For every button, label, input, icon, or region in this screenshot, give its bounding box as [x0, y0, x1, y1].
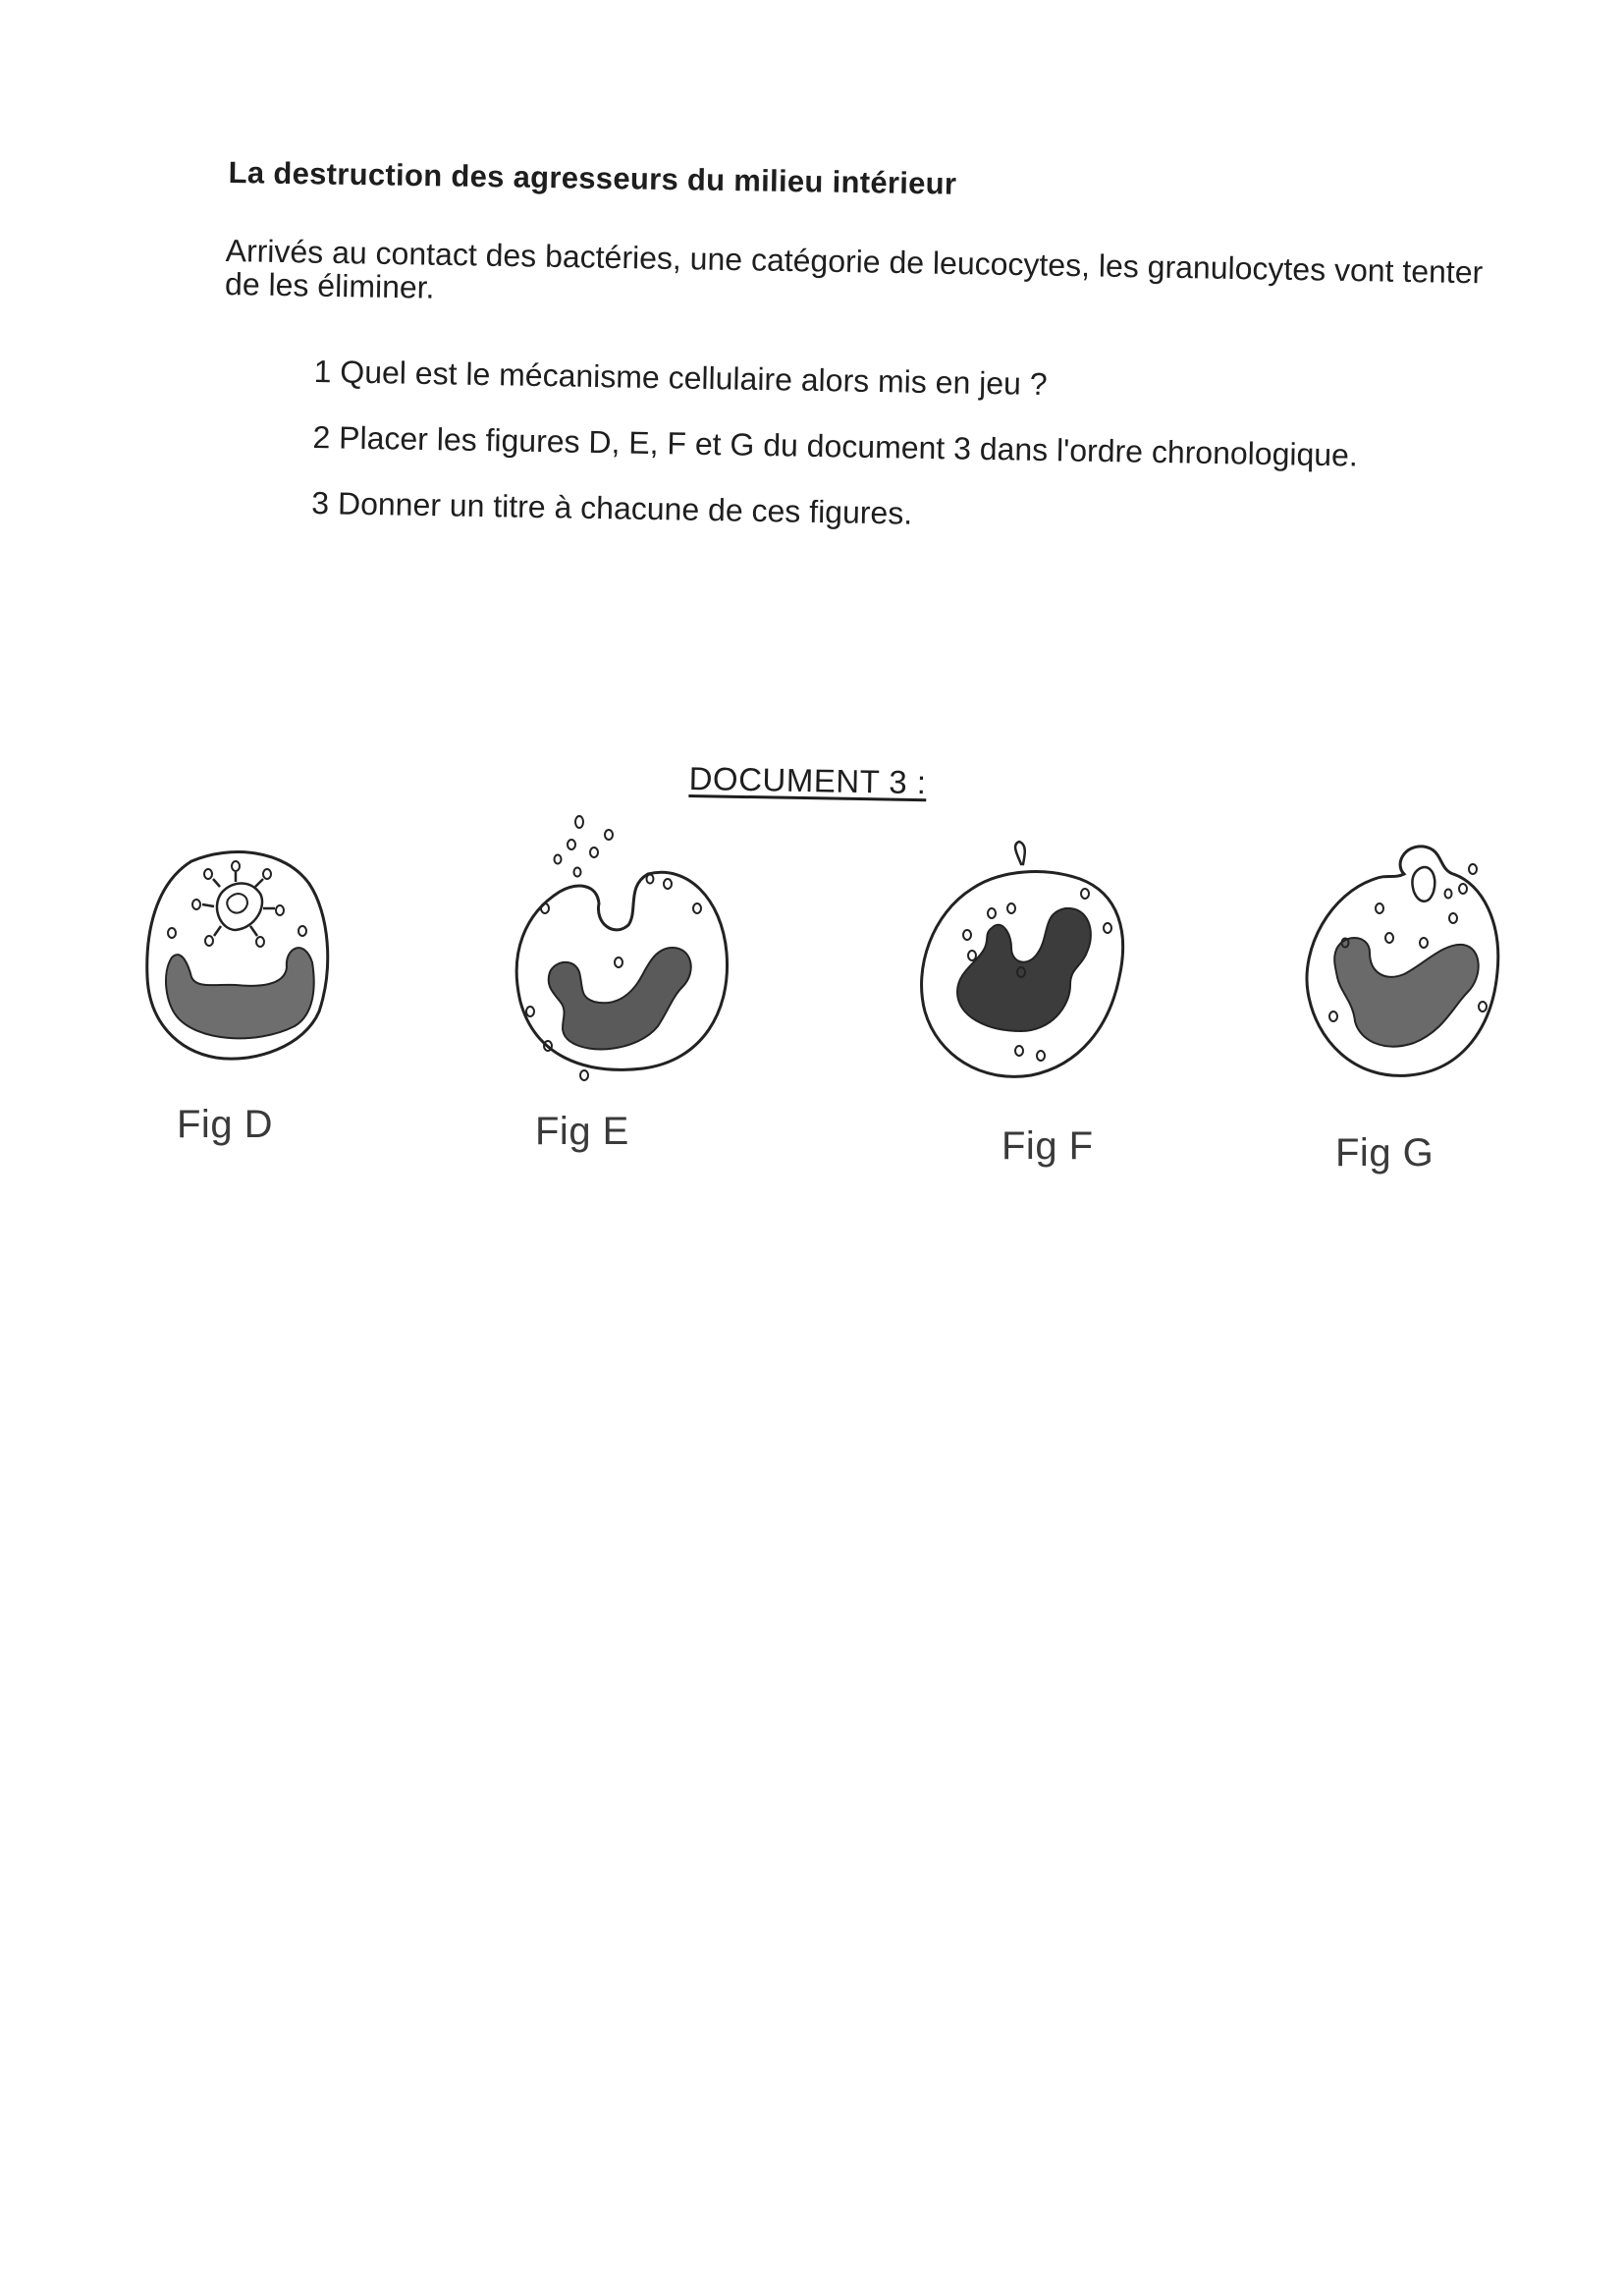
document-heading: DOCUMENT 3 :: [688, 760, 927, 801]
granulocyte-bacterium-adhering-icon: [913, 840, 1149, 1105]
figure-e: [501, 815, 736, 1153]
question-3: 3 Donner un titre à chacune de ces figures.: [311, 484, 913, 531]
intro-paragraph: Arrivés au contact des bactéries, une catégorie de leucocytes, les granulocytes vont tenter de les éliminer.: [224, 233, 1484, 305]
figure-f-label: Fig F: [1001, 1124, 1094, 1168]
question-list: [310, 354, 1472, 572]
page-title: La destruction des agresseurs du milieu intérieur: [228, 155, 957, 201]
granulocyte-releasing-granules-icon: [501, 815, 736, 1100]
granulocyte-bacterium-inside-icon: [137, 840, 334, 1075]
question-2: 2 Placer les figures D, E, F et G du document 3 dans l'ordre chronologique.: [312, 418, 1359, 473]
figure-e-label: Fig E: [535, 1110, 629, 1153]
question-1: 1 Quel est le mécanisme cellulaire alors mis en jeu ?: [313, 354, 1048, 403]
figure-d: [137, 840, 334, 1146]
granulocyte-engulfing-bacterium-icon: [1296, 835, 1532, 1100]
figure-g: [1296, 835, 1532, 1175]
figure-g-label: Fig G: [1335, 1131, 1435, 1175]
figure-d-label: Fig D: [177, 1103, 274, 1146]
figure-f: [913, 840, 1149, 1168]
